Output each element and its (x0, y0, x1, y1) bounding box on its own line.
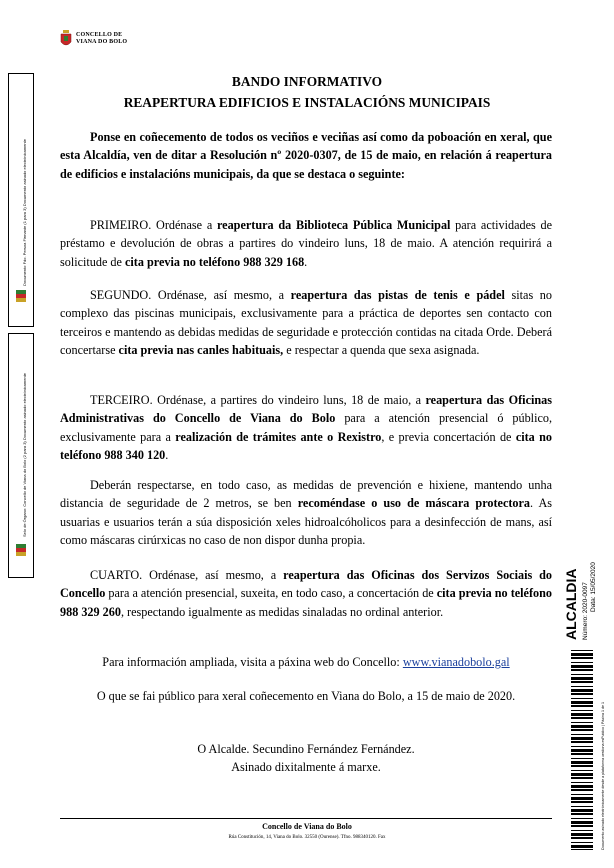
stamp-number: Número: 2020-0097 (582, 582, 589, 640)
document-subtitle: REAPERTURA EDIFICIOS E INSTALACIÓNS MUNICIPAIS (123, 95, 491, 110)
logo-line2: VIANA DO BOLO (76, 39, 128, 45)
logo-text (76, 32, 127, 46)
paragraph-terceiro: TERCEIRO. Ordénase, a partires do vindeiro luns, 18 de maio, a reapertura das Oficinas Administrativas do Concello de Viana do Bolo para a atención presencial ó público, exclusivamente para a realización de trámites ante o Rexistro, e previa concertación de cita no teléfono 988 340 120. (60, 393, 553, 463)
footer-divider (60, 818, 552, 819)
logo-line1: CONCELLO DE (76, 32, 123, 38)
signature-name: O Alcalde. Secundino Fernández Fernández. (197, 742, 415, 756)
barcode-icon (571, 650, 593, 850)
coat-of-arms-icon (60, 30, 72, 48)
footer-name: Concello de Viana do Bolo (262, 822, 352, 831)
stamp-fine-text: Documento asinado electrónicamente desde a plataforma xestiona esPublico | Páxina 1 de 1 (601, 702, 605, 850)
signature-box-1 (8, 73, 34, 327)
paragraph-cuarto: CUARTO. Ordénase, así mesmo, a reapertura das Oficinas dos Servizos Sociais do Concello para a atención presencial, suxeita, en todo caso, a concertación de cita previa no teléfono 988 329 260, respectando igualmente as medidas sinaladas no ordinal anterior. (60, 568, 553, 619)
paragraph-primeiro: PRIMEIRO. Ordénase a reapertura da Biblioteca Pública Municipal para actividades de préstamo e devolución de obras a partires do vindeiro luns, 18 de maio. A atención requirirá a solicitude de cita previa no teléfono 988 329 168. (60, 218, 552, 269)
footer-address: Rúa Constitución, 14, Viana do Bolo. 32550 (Ourense). Tfno. 988340120. Fax (228, 835, 386, 840)
info-line: Para información ampliada, visita a páxina web do Concello: www.vianadobolo.gal (102, 655, 510, 669)
stamp-date: Data: 15/05/2020 (590, 562, 597, 612)
document-title: BANDO INFORMATIVO (231, 74, 383, 89)
flag-icon (16, 544, 26, 556)
publication-line: O que se fai público para xeral coñecemento en Viana do Bolo, a 15 de maio de 2020. (96, 689, 516, 703)
signature-box-2-text: Selo de Órgano: Concello de Viana do Bolo (2 para 3) Documento asinado electrónicamente (22, 372, 27, 537)
stamp-title: ALCALDIA (563, 568, 579, 640)
signature-box-1-text: Documento Fdo. Persoa Firmante (1 para 3) Documento asinado electrónicamente (22, 139, 27, 286)
signature-box-2 (8, 333, 34, 578)
flag-icon (16, 290, 26, 302)
signature-note: Asinado dixitalmente á marxe. (231, 760, 381, 774)
intro-paragraph: Ponse en coñecemento de todos os veciños e veciñas así como da poboación en xeral, que esta Alcaldía, ven de ditar a Resolución nº 2020-0307, de 15 de maio, en relación á reapertura de edificios e instalacións municipais, da que se destaca o seguinte: (60, 130, 552, 181)
website-link[interactable]: www.vianadobolo.gal (402, 655, 510, 669)
municipal-logo (60, 30, 127, 48)
paragraph-hygiene: Deberán respectarse, en todo caso, as medidas de prevención e hixiene, mantendo unha distancia de seguridade de 2 metros, se ben recoméndase o uso de máscara protectora. As usuarias e usuarios terán a súa disposición xeles hidroalcóholicos para a desinfección de mans, así como máscaras cirúrxicas no caso de non dispor dunha propia. (60, 478, 553, 548)
paragraph-segundo: SEGUNDO. Ordénase, así mesmo, a reapertura das pistas de tenis e pádel sitas no complexo das piscinas municipais, exclusivamente para a práctica de deportes sen contacto con terceiros e mantendo as debidas medidas de seguridade e protección contidas na citada Orde. Deberá concertarse cita previa nas canles habituais, e respectar a quenda que sexa asignada. (60, 288, 552, 358)
